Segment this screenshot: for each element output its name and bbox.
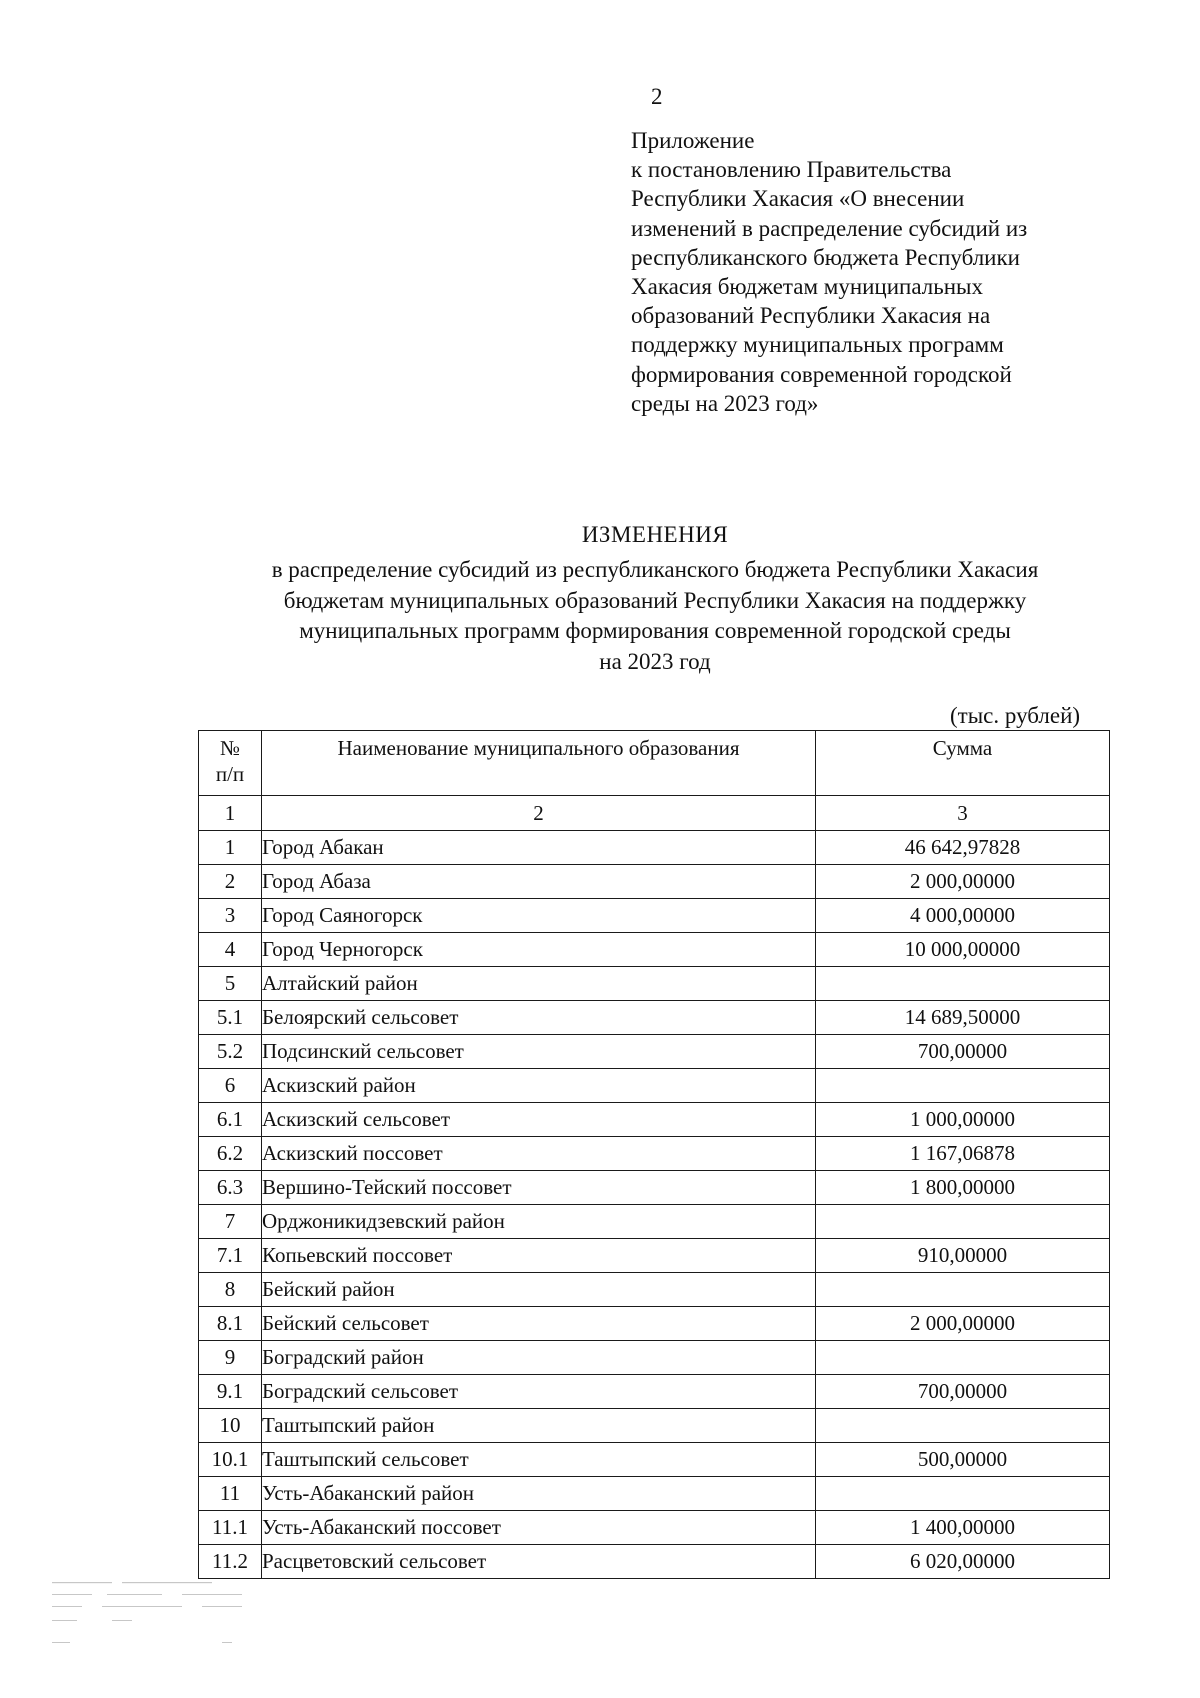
row-amount: 2 000,00000 <box>816 1307 1110 1341</box>
table-row <box>199 1545 1110 1579</box>
row-municipality-name: Подсинский сельсовет <box>262 1035 816 1069</box>
row-municipality-name: Город Саяногорск <box>262 899 816 933</box>
row-number: 2 <box>199 865 262 899</box>
units-label: (тыс. рублей) <box>950 703 1081 728</box>
row-number: 1 <box>199 831 262 865</box>
row-municipality-name: Усть-Абаканский поссовет <box>262 1511 816 1545</box>
table-row <box>199 1205 1110 1239</box>
row-municipality-name: Город Абаза <box>262 865 816 899</box>
table-row <box>199 1137 1110 1171</box>
table-row <box>199 1307 1110 1341</box>
row-amount: 700,00000 <box>816 1375 1110 1409</box>
row-amount: 500,00000 <box>816 1443 1110 1477</box>
table-row <box>199 1443 1110 1477</box>
row-number: 8.1 <box>199 1307 262 1341</box>
row-amount <box>816 1069 1110 1103</box>
header-number <box>199 731 262 796</box>
table-body <box>199 831 1110 1579</box>
table-row <box>199 1511 1110 1545</box>
row-number: 7.1 <box>199 1239 262 1273</box>
row-municipality-name: Белоярский сельсовет <box>262 1001 816 1035</box>
row-amount: 6 020,00000 <box>816 1545 1110 1579</box>
row-amount: 46 642,97828 <box>816 831 1110 865</box>
header-sum: Сумма <box>816 731 1110 796</box>
row-number: 5 <box>199 967 262 1001</box>
appendix-line: изменений в распределение субсидий из <box>631 215 1028 241</box>
table-row <box>199 1477 1110 1511</box>
column-index-row <box>199 796 1110 831</box>
header-number-symbol: № <box>219 736 241 760</box>
row-municipality-name: Аскизский поссовет <box>262 1137 816 1171</box>
subtitle-line: на 2023 год <box>599 648 711 674</box>
row-number: 9.1 <box>199 1375 262 1409</box>
row-amount: 1 400,00000 <box>816 1511 1110 1545</box>
table-row <box>199 865 1110 899</box>
row-number: 8 <box>199 1273 262 1307</box>
document-subtitle <box>160 555 1150 677</box>
row-amount: 700,00000 <box>816 1035 1110 1069</box>
scan-artifact <box>52 1580 272 1650</box>
row-municipality-name: Аскизский район <box>262 1069 816 1103</box>
row-amount: 1 167,06878 <box>816 1137 1110 1171</box>
table-row <box>199 1035 1110 1069</box>
appendix-block <box>631 126 1101 418</box>
row-municipality-name: Вершино-Тейский поссовет <box>262 1171 816 1205</box>
table-row <box>199 1273 1110 1307</box>
row-amount <box>816 1477 1110 1511</box>
row-municipality-name: Алтайский район <box>262 967 816 1001</box>
column-index-1: 1 <box>199 796 262 831</box>
row-number: 11.1 <box>199 1511 262 1545</box>
row-municipality-name: Усть-Абаканский район <box>262 1477 816 1511</box>
subtitle-line: муниципальных программ формирования современной городской среды <box>299 618 1011 643</box>
table-header-row <box>199 731 1110 796</box>
header-name: Наименование муниципального образования <box>262 731 816 796</box>
row-amount <box>816 1341 1110 1375</box>
row-number: 3 <box>199 899 262 933</box>
row-number: 10 <box>199 1409 262 1443</box>
table-row <box>199 1069 1110 1103</box>
row-number: 6 <box>199 1069 262 1103</box>
table-row <box>199 831 1110 865</box>
row-amount <box>816 1273 1110 1307</box>
row-amount <box>816 1205 1110 1239</box>
row-municipality-name: Копьевский поссовет <box>262 1239 816 1273</box>
column-index-3: 3 <box>816 796 1110 831</box>
appendix-line: формирования современной городской <box>631 361 1012 387</box>
row-number: 11 <box>199 1477 262 1511</box>
table-row <box>199 1409 1110 1443</box>
row-number: 6.2 <box>199 1137 262 1171</box>
row-amount: 14 689,50000 <box>816 1001 1110 1035</box>
page-number: 2 <box>651 84 663 109</box>
table-row <box>199 1341 1110 1375</box>
table-row <box>199 1103 1110 1137</box>
row-municipality-name: Таштыпский сельсовет <box>262 1443 816 1477</box>
row-amount: 4 000,00000 <box>816 899 1110 933</box>
row-amount: 1 000,00000 <box>816 1103 1110 1137</box>
row-amount <box>816 967 1110 1001</box>
row-number: 5.1 <box>199 1001 262 1035</box>
table-row <box>199 1375 1110 1409</box>
table-row <box>199 1171 1110 1205</box>
appendix-line: поддержку муниципальных программ <box>631 332 1004 358</box>
row-municipality-name: Орджоникидзевский район <box>262 1205 816 1239</box>
appendix-line: образований Республики Хакасия на <box>631 303 991 329</box>
row-municipality-name: Город Абакан <box>262 831 816 865</box>
appendix-line: Хакасия бюджетам муниципальных <box>631 274 983 300</box>
row-municipality-name: Боградский сельсовет <box>262 1375 816 1409</box>
table-row <box>199 1001 1110 1035</box>
row-number: 11.2 <box>199 1545 262 1579</box>
row-number: 5.2 <box>199 1035 262 1069</box>
row-amount: 2 000,00000 <box>816 865 1110 899</box>
appendix-line: Приложение <box>631 128 755 153</box>
document-title: ИЗМЕНЕНИЯ <box>581 522 729 547</box>
table-row <box>199 899 1110 933</box>
subtitle-line: в распределение субсидий из республиканского бюджета Республики Хакасия <box>271 557 1039 582</box>
row-municipality-name: Бейский сельсовет <box>262 1307 816 1341</box>
table-row <box>199 967 1110 1001</box>
subtitle-line: бюджетам муниципальных образований Республики Хакасия на поддержку <box>283 587 1027 613</box>
appendix-line: к постановлению Правительства <box>631 157 952 183</box>
column-index-2: 2 <box>262 796 816 831</box>
row-amount: 1 800,00000 <box>816 1171 1110 1205</box>
subsidies-table <box>198 730 1110 1579</box>
row-number: 7 <box>199 1205 262 1239</box>
appendix-line: республиканского бюджета Республики <box>631 244 1020 270</box>
header-number-pp: п/п <box>215 762 245 786</box>
table-row <box>199 1239 1110 1273</box>
row-number: 4 <box>199 933 262 967</box>
row-number: 6.3 <box>199 1171 262 1205</box>
row-municipality-name: Боградский район <box>262 1341 816 1375</box>
row-municipality-name: Аскизский сельсовет <box>262 1103 816 1137</box>
row-amount: 910,00000 <box>816 1239 1110 1273</box>
row-municipality-name: Таштыпский район <box>262 1409 816 1443</box>
appendix-line: среды на 2023 год» <box>631 390 819 416</box>
row-number: 9 <box>199 1341 262 1375</box>
row-number: 6.1 <box>199 1103 262 1137</box>
row-municipality-name: Бейский район <box>262 1273 816 1307</box>
row-amount <box>816 1409 1110 1443</box>
row-municipality-name: Город Черногорск <box>262 933 816 967</box>
row-municipality-name: Расцветовский сельсовет <box>262 1545 816 1579</box>
appendix-line: Республики Хакасия «О внесении <box>631 186 965 212</box>
row-number: 10.1 <box>199 1443 262 1477</box>
row-amount: 10 000,00000 <box>816 933 1110 967</box>
table-row <box>199 933 1110 967</box>
